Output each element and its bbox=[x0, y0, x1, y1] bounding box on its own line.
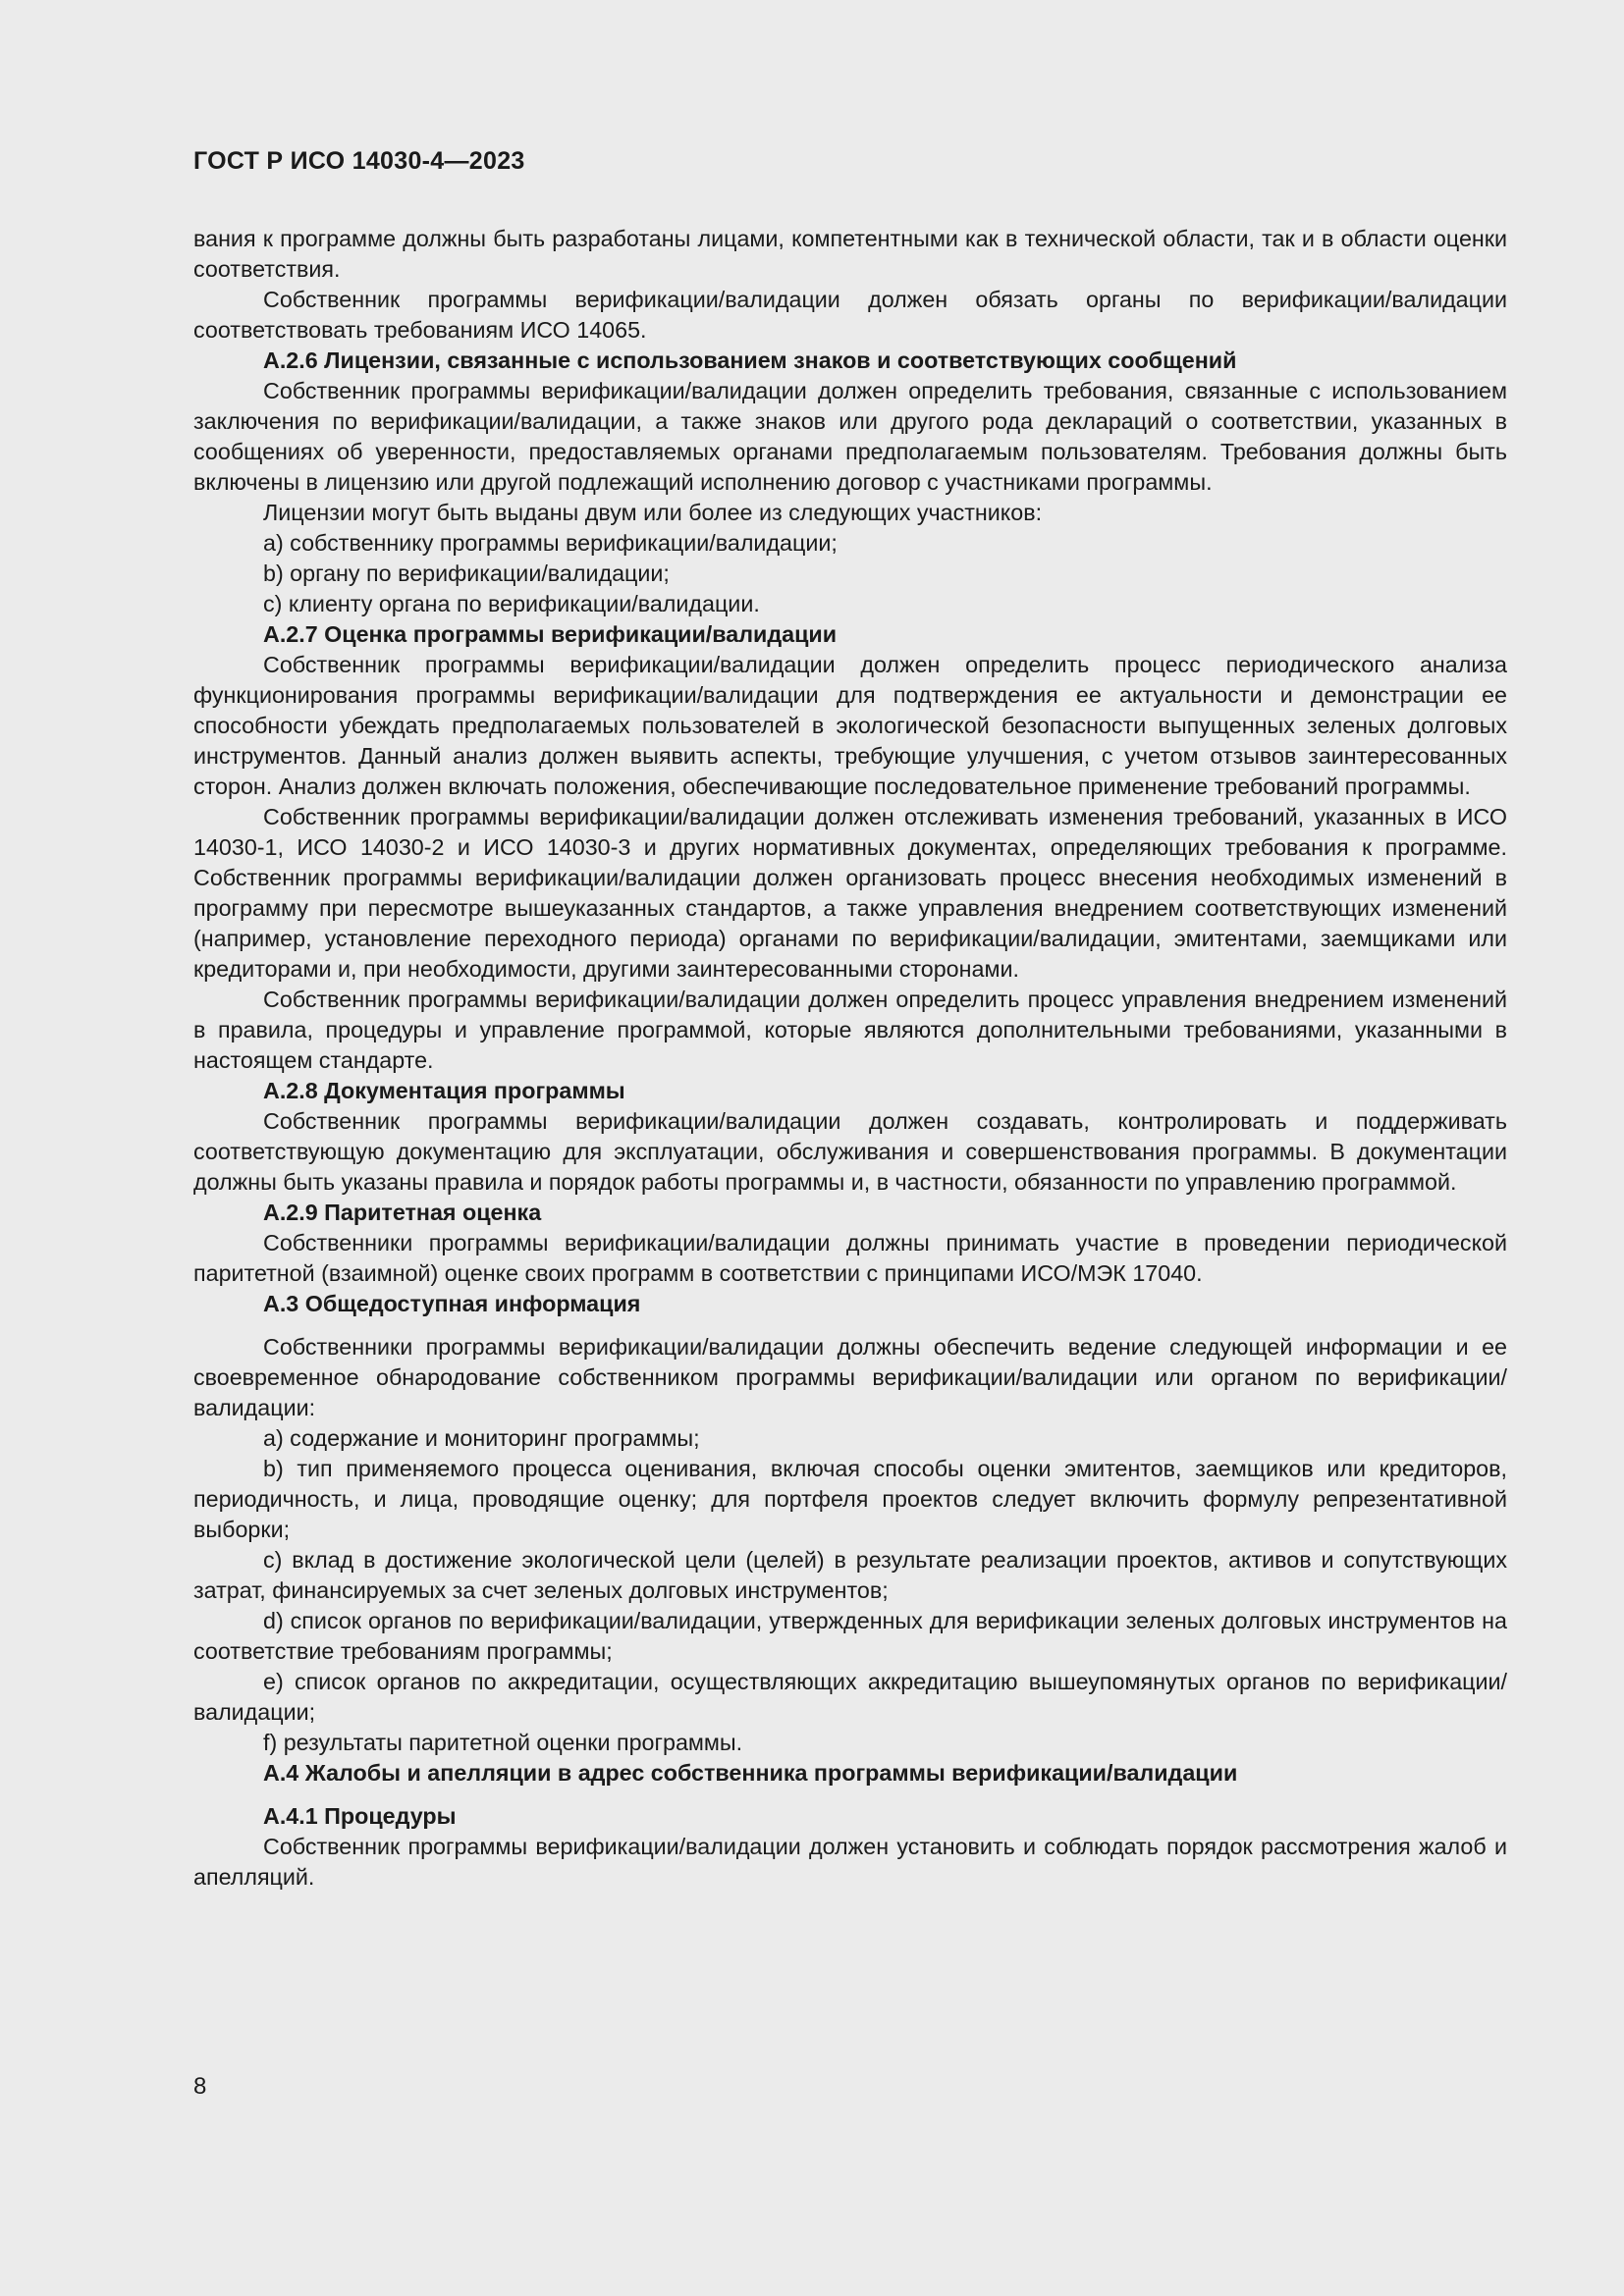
paragraph: Собственники программы верификации/валидации должны принимать участие в проведении периодической паритетной (взаимной) оценке своих программ в соответствии с принципами ИСО/МЭК 17040. bbox=[193, 1230, 1507, 1286]
page-number: 8 bbox=[193, 2073, 207, 2100]
paragraph: Собственник программы верификации/валидации должен установить и соблюдать порядок рассмотрения жалоб и апелляций. bbox=[193, 1834, 1507, 1890]
paragraph: Собственники программы верификации/валидации должны обеспечить ведение следующей информации и ее своевременное обнародование собственником программы верификации/валидации или органом по верификации/валидации: bbox=[193, 1334, 1507, 1420]
page-header: ГОСТ Р ИСО 14030-4—2023 bbox=[193, 147, 525, 175]
section-heading: А.2.6 Лицензии, связанные с использованием знаков и соответствующих сообщений bbox=[263, 347, 1237, 373]
section-heading: А.3 Общедоступная информация bbox=[263, 1291, 641, 1316]
paragraph-continuation: вания к программе должны быть разработаны лицами, компетентными как в технической области, так и в области оценки соответствия. bbox=[193, 226, 1507, 282]
list-item: d) список органов по верификации/валидации, утвержденных для верификации зеленых долговых инструментов на соответствие требованиям программы; bbox=[193, 1608, 1507, 1664]
list-item: е) список органов по аккредитации, осуществляющих аккредитацию вышеупомянутых органов по верификации/валидации; bbox=[193, 1669, 1507, 1725]
paragraph: Собственник программы верификации/валидации должен отслеживать изменения требований, указанных в ИСО 14030-1, ИСО 14030-2 и ИСО 14030-3 и других нормативных документах, определяющих требования к программе. Собственник программы верификации/валидации должен организовать процесс внесения необходимых изменений в программу при пересмотре вышеуказанных стандартов, а также управления внедрением соответствующих изменений (например, установление переходного периода) органами по верификации/валидации, эмитентами, заемщиками или кредиторами и, при необходимости, другими заинтересованными сторонами. bbox=[193, 804, 1507, 982]
list-item: с) вклад в достижение экологической цели (целей) в результате реализации проектов, активов и сопутствующих затрат, финансируемых за счет зеленых долговых инструментов; bbox=[193, 1547, 1507, 1603]
section-heading: А.2.9 Паритетная оценка bbox=[263, 1200, 542, 1225]
paragraph: Собственник программы верификации/валидации должен создавать, контролировать и поддерживать соответствующую документацию для эксплуатации, обслуживания и совершенствования программы. В документации должны быть указаны правила и порядок работы программы и, в частности, обязанности по управлению программой. bbox=[193, 1108, 1507, 1195]
list-item: b) тип применяемого процесса оценивания, включая способы оценки эмитентов, заемщиков или кредиторов, периодичность, и лица, проводящие оценку; для портфеля проектов следует включить формулу репрезентативной выборки; bbox=[193, 1456, 1507, 1542]
list-item: f) результаты паритетной оценки программы. bbox=[263, 1730, 743, 1755]
section-heading: А.2.7 Оценка программы верификации/валидации bbox=[263, 621, 838, 647]
list-item: а) собственнику программы верификации/валидации; bbox=[263, 530, 838, 556]
list-item: b) органу по верификации/валидации; bbox=[263, 561, 670, 586]
section-heading: А.4 Жалобы и апелляции в адрес собственника программы верификации/валидации bbox=[263, 1760, 1238, 1786]
list-item: с) клиенту органа по верификации/валидации. bbox=[263, 591, 760, 616]
paragraph: Собственник программы верификации/валидации должен обязать органы по верификации/валидации соответствовать требованиям ИСО 14065. bbox=[193, 287, 1507, 343]
paragraph: Лицензии могут быть выданы двум или более из следующих участников: bbox=[263, 500, 1043, 525]
paragraph: Собственник программы верификации/валидации должен определить процесс управления внедрением изменений в правила, процедуры и управление программой, которые являются дополнительными требованиями, указанными в настоящем стандарте. bbox=[193, 987, 1507, 1073]
document-body bbox=[193, 224, 1507, 1893]
list-item: а) содержание и мониторинг программы; bbox=[263, 1425, 700, 1451]
paragraph: Собственник программы верификации/валидации должен определить требования, связанные с использованием заключения по верификации/валидации, а также знаков или другого рода деклараций о соответствии, указанных в сообщениях об уверенности, предоставляемых органами предполагаемым пользователям. Требования должны быть включены в лицензию или другой подлежащий исполнению договор с участниками программы. bbox=[193, 378, 1507, 495]
section-heading: А.4.1 Процедуры bbox=[263, 1803, 457, 1829]
paragraph: Собственник программы верификации/валидации должен определить процесс периодического анализа функционирования программы верификации/валидации для подтверждения ее актуальности и демонстрации ее способности убеждать предполагаемых пользователей в экологической безопасности выпущенных зеленых долговых инструментов. Данный анализ должен выявить аспекты, требующие улучшения, с учетом отзывов заинтересованных сторон. Анализ должен включать положения, обеспечивающие последовательное применение требований программы. bbox=[193, 652, 1507, 799]
section-heading: А.2.8 Документация программы bbox=[263, 1078, 625, 1103]
